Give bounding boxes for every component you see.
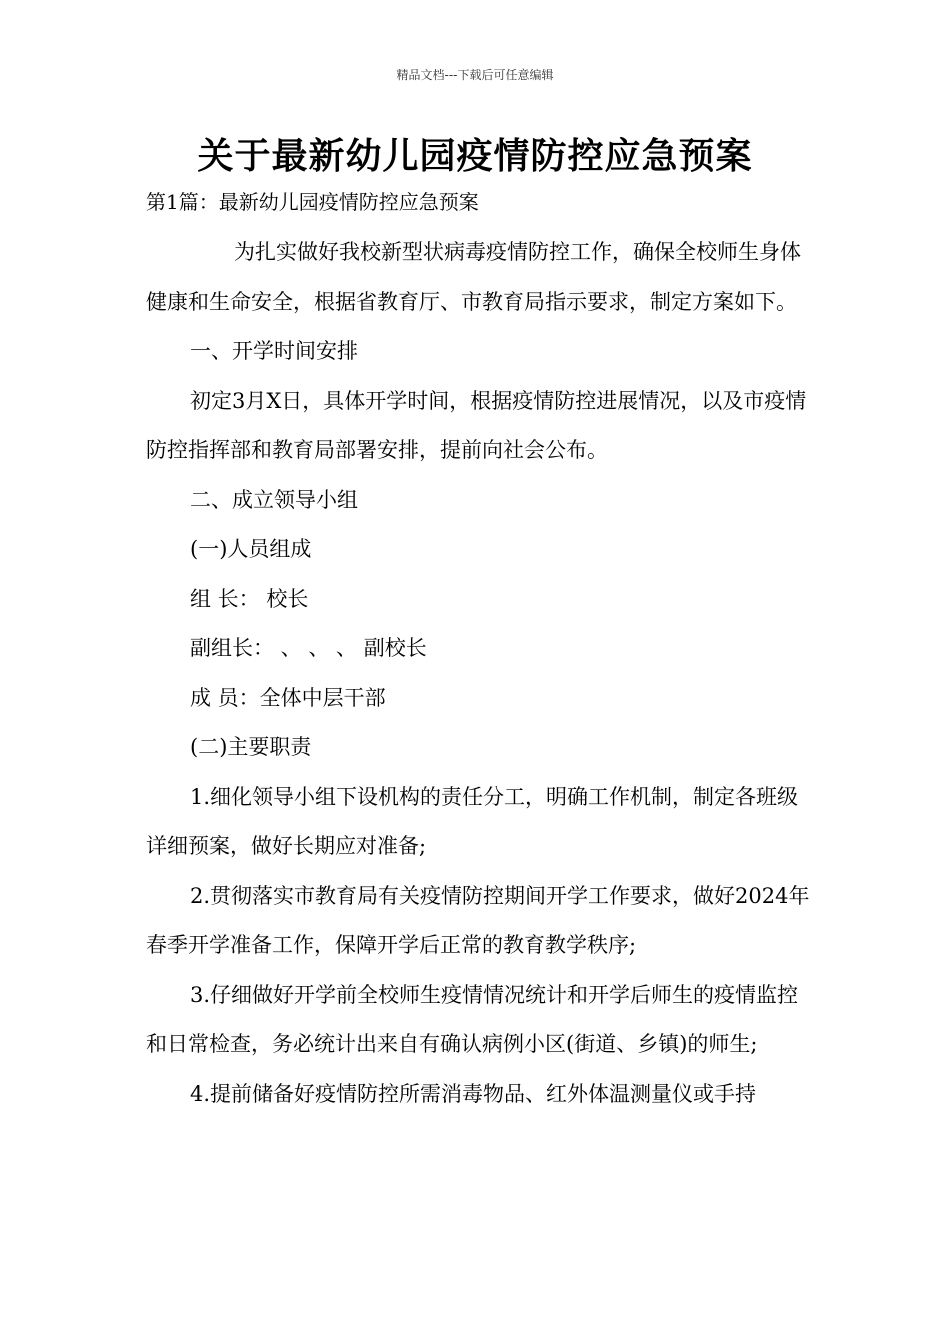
subheading-duties: (二)主要职责 xyxy=(190,735,312,759)
member-deputy: 副组长： 、 、 、 副校长 xyxy=(190,636,427,660)
heading-schedule: 一、开学时间安排 xyxy=(190,339,358,363)
paragraph-intro: 为扎实做好我校新型状病毒疫情防控工作，确保全校师生身体健康和生命安全，根据省教育厅、市教育局指示要求，制定方案如下。 xyxy=(146,240,801,314)
subheading-members: (一)人员组成 xyxy=(190,537,312,561)
paragraph-schedule: 初定3月X日，具体开学时间，根据疫情防控进展情况，以及市疫情防控指挥部和教育局部署安排，提前向社会公布。 xyxy=(146,388,807,462)
duty-item-4: 4.提前储备好疫情防控所需消毒物品、红外体温测量仪或手持 xyxy=(190,1081,757,1106)
document-body xyxy=(146,228,810,1119)
member-leader: 组 长： 校长 xyxy=(190,586,309,611)
document-title: 关于最新幼儿园疫情防控应急预案 xyxy=(197,136,753,177)
section-subtitle: 第1篇：最新幼儿园疫情防控应急预案 xyxy=(146,190,479,214)
duty-item-1: 1.细化领导小组下设机构的责任分工，明确工作机制，制定各班级详细预案，做好长期应对准备; xyxy=(146,784,799,858)
duty-item-3: 3.仔细做好开学前全校师生疫情情况统计和开学后师生的疫情监控和日常检查，务必统计出来自有确认病例小区(街道、乡镇)的师生; xyxy=(146,982,799,1056)
header-note: 精品文档---下载后可任意编辑 xyxy=(396,68,554,82)
heading-leadership: 二、成立领导小组 xyxy=(190,487,358,512)
member-staff: 成 员：全体中层干部 xyxy=(190,685,386,710)
duty-item-2: 2.贯彻落实市教育局有关疫情防控期间开学工作要求，做好2024年春季开学准备工作，保障开学后正常的教育教学秩序; xyxy=(146,883,810,957)
